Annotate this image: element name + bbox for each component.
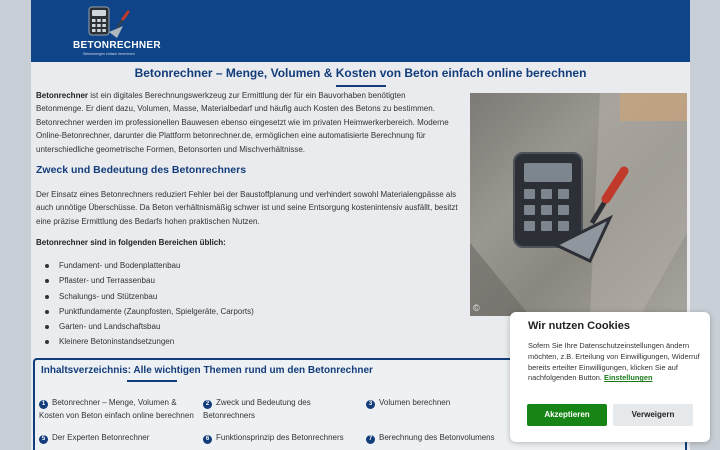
toc-item-3[interactable] bbox=[366, 396, 526, 409]
list-item: Fundament- und Bodenplattenbau bbox=[45, 258, 254, 273]
purpose-line-2: auch unnötige Überschüsse. Da Beton verhältnismäßig schwer ist und seine Entsorgung kostenintensiv ausfällt, besitzt bbox=[36, 203, 458, 213]
cookie-consent-dialog bbox=[510, 312, 710, 442]
accept-button[interactable]: Akzeptieren bbox=[527, 404, 607, 426]
logo-name: BETONRECHNER bbox=[73, 40, 161, 51]
toc-number: 1 bbox=[39, 400, 48, 409]
uses-list bbox=[45, 258, 254, 350]
toc-label: Betonrechner – Menge, Volumen & bbox=[52, 398, 177, 407]
list-item: Garten- und Landschaftsbau bbox=[45, 319, 254, 334]
site-header bbox=[31, 0, 690, 62]
toc-underline bbox=[127, 380, 177, 382]
toc-label: Berechnung des Betonvolumens bbox=[379, 433, 495, 442]
purpose-line-1: Der Einsatz eines Betonrechners reduziert Fehler bei der Baustoffplanung und verhindert sowohl Materialengpässe als bbox=[36, 190, 457, 199]
toc-title: Inhaltsverzeichnis: Alle wichtigen Themen rund um den Betonrechner bbox=[41, 365, 373, 376]
toc-item-2[interactable] bbox=[203, 396, 363, 422]
toc-item-7[interactable] bbox=[366, 431, 526, 444]
toc-number: 2 bbox=[203, 400, 212, 409]
cookie-title: Wir nutzen Cookies bbox=[528, 320, 630, 332]
list-item: Pflaster- und Terrassenbau bbox=[45, 273, 254, 288]
toc-label: Volumen berechnen bbox=[379, 398, 451, 407]
intro-line-5: unterschiedliche geometrische Formen, Betonsorten und Mischverhältnisse. bbox=[36, 144, 306, 154]
hero-image bbox=[470, 93, 687, 316]
toc-number: 3 bbox=[366, 400, 375, 409]
list-item: Punktfundamente (Zaunpfosten, Spielgeräte, Carports) bbox=[45, 304, 254, 319]
cookie-text bbox=[528, 341, 703, 384]
intro-line-4: Online-Betonrechner, darunter die Plattform betonrechner.de, ermöglichen eine automatisierte Berechnung für bbox=[36, 131, 426, 141]
intro-line-3: Betonrechner werden im professionellen Bauwesen ebenso eingesetzt wie im privaten Heimwerkerbereich. Moderne bbox=[36, 117, 449, 127]
copyright-mark: © bbox=[473, 303, 480, 313]
uses-heading bbox=[36, 236, 461, 249]
toc-label: Der Experten Betonrechner bbox=[52, 433, 150, 442]
reject-button[interactable]: Verweigern bbox=[613, 404, 693, 426]
site-logo[interactable] bbox=[73, 6, 161, 58]
toc-label-line-2: Betonrechners bbox=[203, 411, 256, 420]
toc-item-5[interactable] bbox=[39, 431, 199, 444]
list-item: Kleinere Betoninstandsetzungen bbox=[45, 334, 254, 349]
purpose-paragraph bbox=[36, 188, 461, 228]
intro-lead: Betonrechner bbox=[36, 91, 89, 100]
page-title: Betonrechner – Menge, Volumen & Kosten von Beton einfach online berechnen bbox=[134, 66, 587, 80]
toc-item-6[interactable] bbox=[203, 431, 363, 444]
intro-line-1: ist ein digitales Berechnungswerkzeug zur Ermittlung der für ein Bauvorhaben benötigten bbox=[88, 91, 406, 100]
title-underline bbox=[336, 85, 386, 87]
cookie-body: Sofern Sie Ihre Datenschutzeinstellungen ändern möchten, z.B. Erteilung von Einwilligungen, Widerruf bereits erteilter Einwilligungen, klicken Sie auf nachfolgenden Button. bbox=[528, 341, 700, 383]
toc-label: Funktionsprinzip des Betonrechners bbox=[216, 433, 344, 442]
calculator-trowel-icon bbox=[87, 6, 131, 38]
intro-line-2: Betonmenge. Er dient dazu, Volumen, Masse, Materialbedarf und häufig auch Kosten des Betons zu bestimmen. bbox=[36, 104, 435, 114]
toc-item-1[interactable] bbox=[39, 396, 201, 422]
cookie-settings-link[interactable]: Einstellungen bbox=[604, 373, 653, 383]
purpose-line-3: eine präzise Ermittlung des Bedarfs hohen praktischen Nutzen. bbox=[36, 216, 260, 226]
section-heading: Zweck und Bedeutung des Betonrechners bbox=[36, 164, 247, 176]
toc-number: 7 bbox=[366, 435, 375, 444]
uses-heading-text: Betonrechner sind in folgenden Bereichen üblich: bbox=[36, 238, 226, 247]
toc-number: 5 bbox=[39, 435, 48, 444]
list-item: Schalungs- und Stützenbau bbox=[45, 289, 254, 304]
intro-paragraph bbox=[36, 89, 461, 156]
toc-label-line-2: Kosten von Beton einfach online berechnen bbox=[39, 411, 194, 420]
logo-tagline: Betonmengen einfach berechnen bbox=[83, 52, 135, 56]
toc-number: 6 bbox=[203, 435, 212, 444]
toc-label: Zweck und Bedeutung des bbox=[216, 398, 311, 407]
